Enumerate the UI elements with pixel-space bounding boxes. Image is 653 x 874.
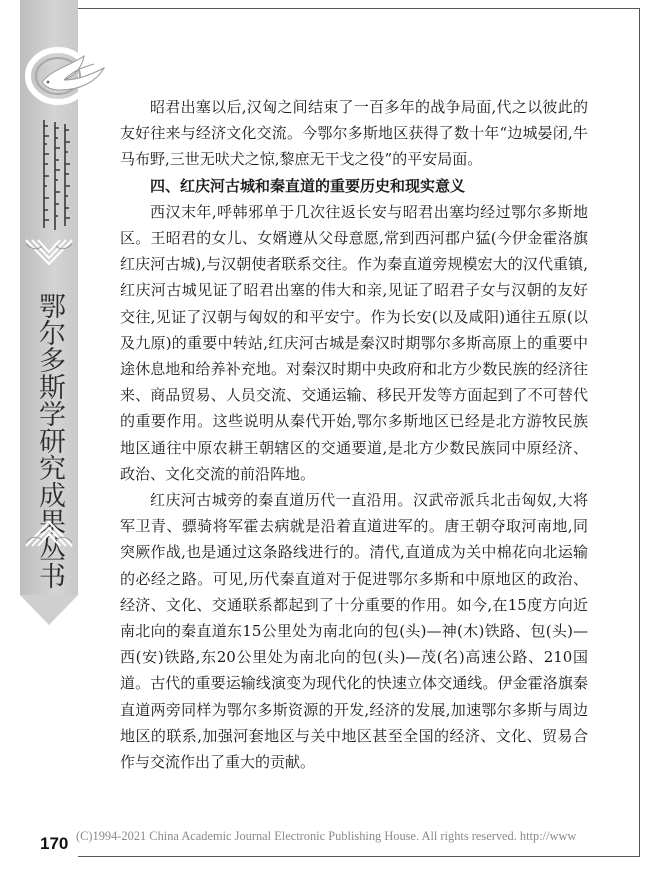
mongolian-script-icon [34, 118, 74, 238]
paragraph-2: 西汉末年,呼韩邪单于几次往返长安与昭君出塞均经过鄂尔多斯地区。王昭君的女儿、女婿遵从父母意愿,常到西河郡户猛(今伊金霍洛旗红庆河古城),与汉朝使者联系交往。作为秦直道旁规模宏大的汉代重镇,红庆河古城见证了昭君出塞的伟大和亲,见证了昭君子女与汉朝的友好交往,见证了汉朝与匈奴的和平安宁。作为长安(以及咸阳)通往五原(以及九原)的重要中转站,红庆河古城是秦汉时期鄂尔多斯高原上的重要中途休息地和给养补充地。对秦汉时期中央政府和北方少数民族的经济往来、商品贸易、人员交流、交通运输、移民开发等方面起到了不可替代的重要作用。这些说明从秦代开始,鄂尔多斯地区已经是北方游牧民族地区通往中原农耕王朝辖区的交通要道,是北方少数民族同中原经济、政治、文化交流的前沿阵地。 [120, 202, 588, 483]
frame-top-line [78, 8, 640, 9]
frame-bottom-line [78, 856, 640, 857]
series-title: 鄂尔多斯学研究成果丛书 [34, 292, 65, 589]
body-text [120, 94, 588, 775]
paragraph-3: 红庆河古城旁的秦直道历代一直沿用。汉武帝派兵北击匈奴,大将军卫青、骠骑将军霍去病就是沿着直道进军的。唐王朝夺取河南地,同突厥作战,也是通过这条路线进行的。清代,直道成为关中棉花向北运输的必经之路。可见,历代秦直道对于促进鄂尔多斯和中原地区的政治、经济、文化、交通联系都起到了十分重要的作用。如今,在15度方向近南北向的秦直道东15公里处为南北向的包(头)—神(木)铁路、包(头)—西(安)铁路,东20公里处为南北向的包(头)—茂(名)高速公路、210国道。古代的重要运输线演变为现代化的快速立体交通线。伊金霍洛旗秦直道两旁同样为鄂尔多斯资源的开发,经济的发展,加速鄂尔多斯与周边地区的联系,加强河套地区与关中地区甚至全国的经济、文化、贸易合作与交流作出了重大的贡献。 [120, 491, 588, 772]
page-number: 170 [40, 834, 69, 853]
sidebar-band-point [20, 595, 78, 625]
frame-right-line [639, 8, 640, 856]
section-heading: 四、红庆河古城和秦直道的重要历史和现实意义 [150, 176, 466, 195]
copyright-notice: (C)1994-2021 China Academic Journal Electronic Publishing House. All rights reserved. http://www [76, 829, 577, 843]
cloud-ornament-icon [22, 236, 76, 276]
cloud-ornament-icon [22, 510, 76, 550]
paragraph-1: 昭君出塞以后,汉匈之间结束了一百多年的战争局面,代之以彼此的友好往来与经济文化交流。今鄂尔多斯地区获得了数十年“边城晏闭,牛马布野,三世无吠犬之惊,黎庶无干戈之役”的平安局面。 [120, 98, 588, 169]
dove-logo-icon [24, 38, 110, 114]
